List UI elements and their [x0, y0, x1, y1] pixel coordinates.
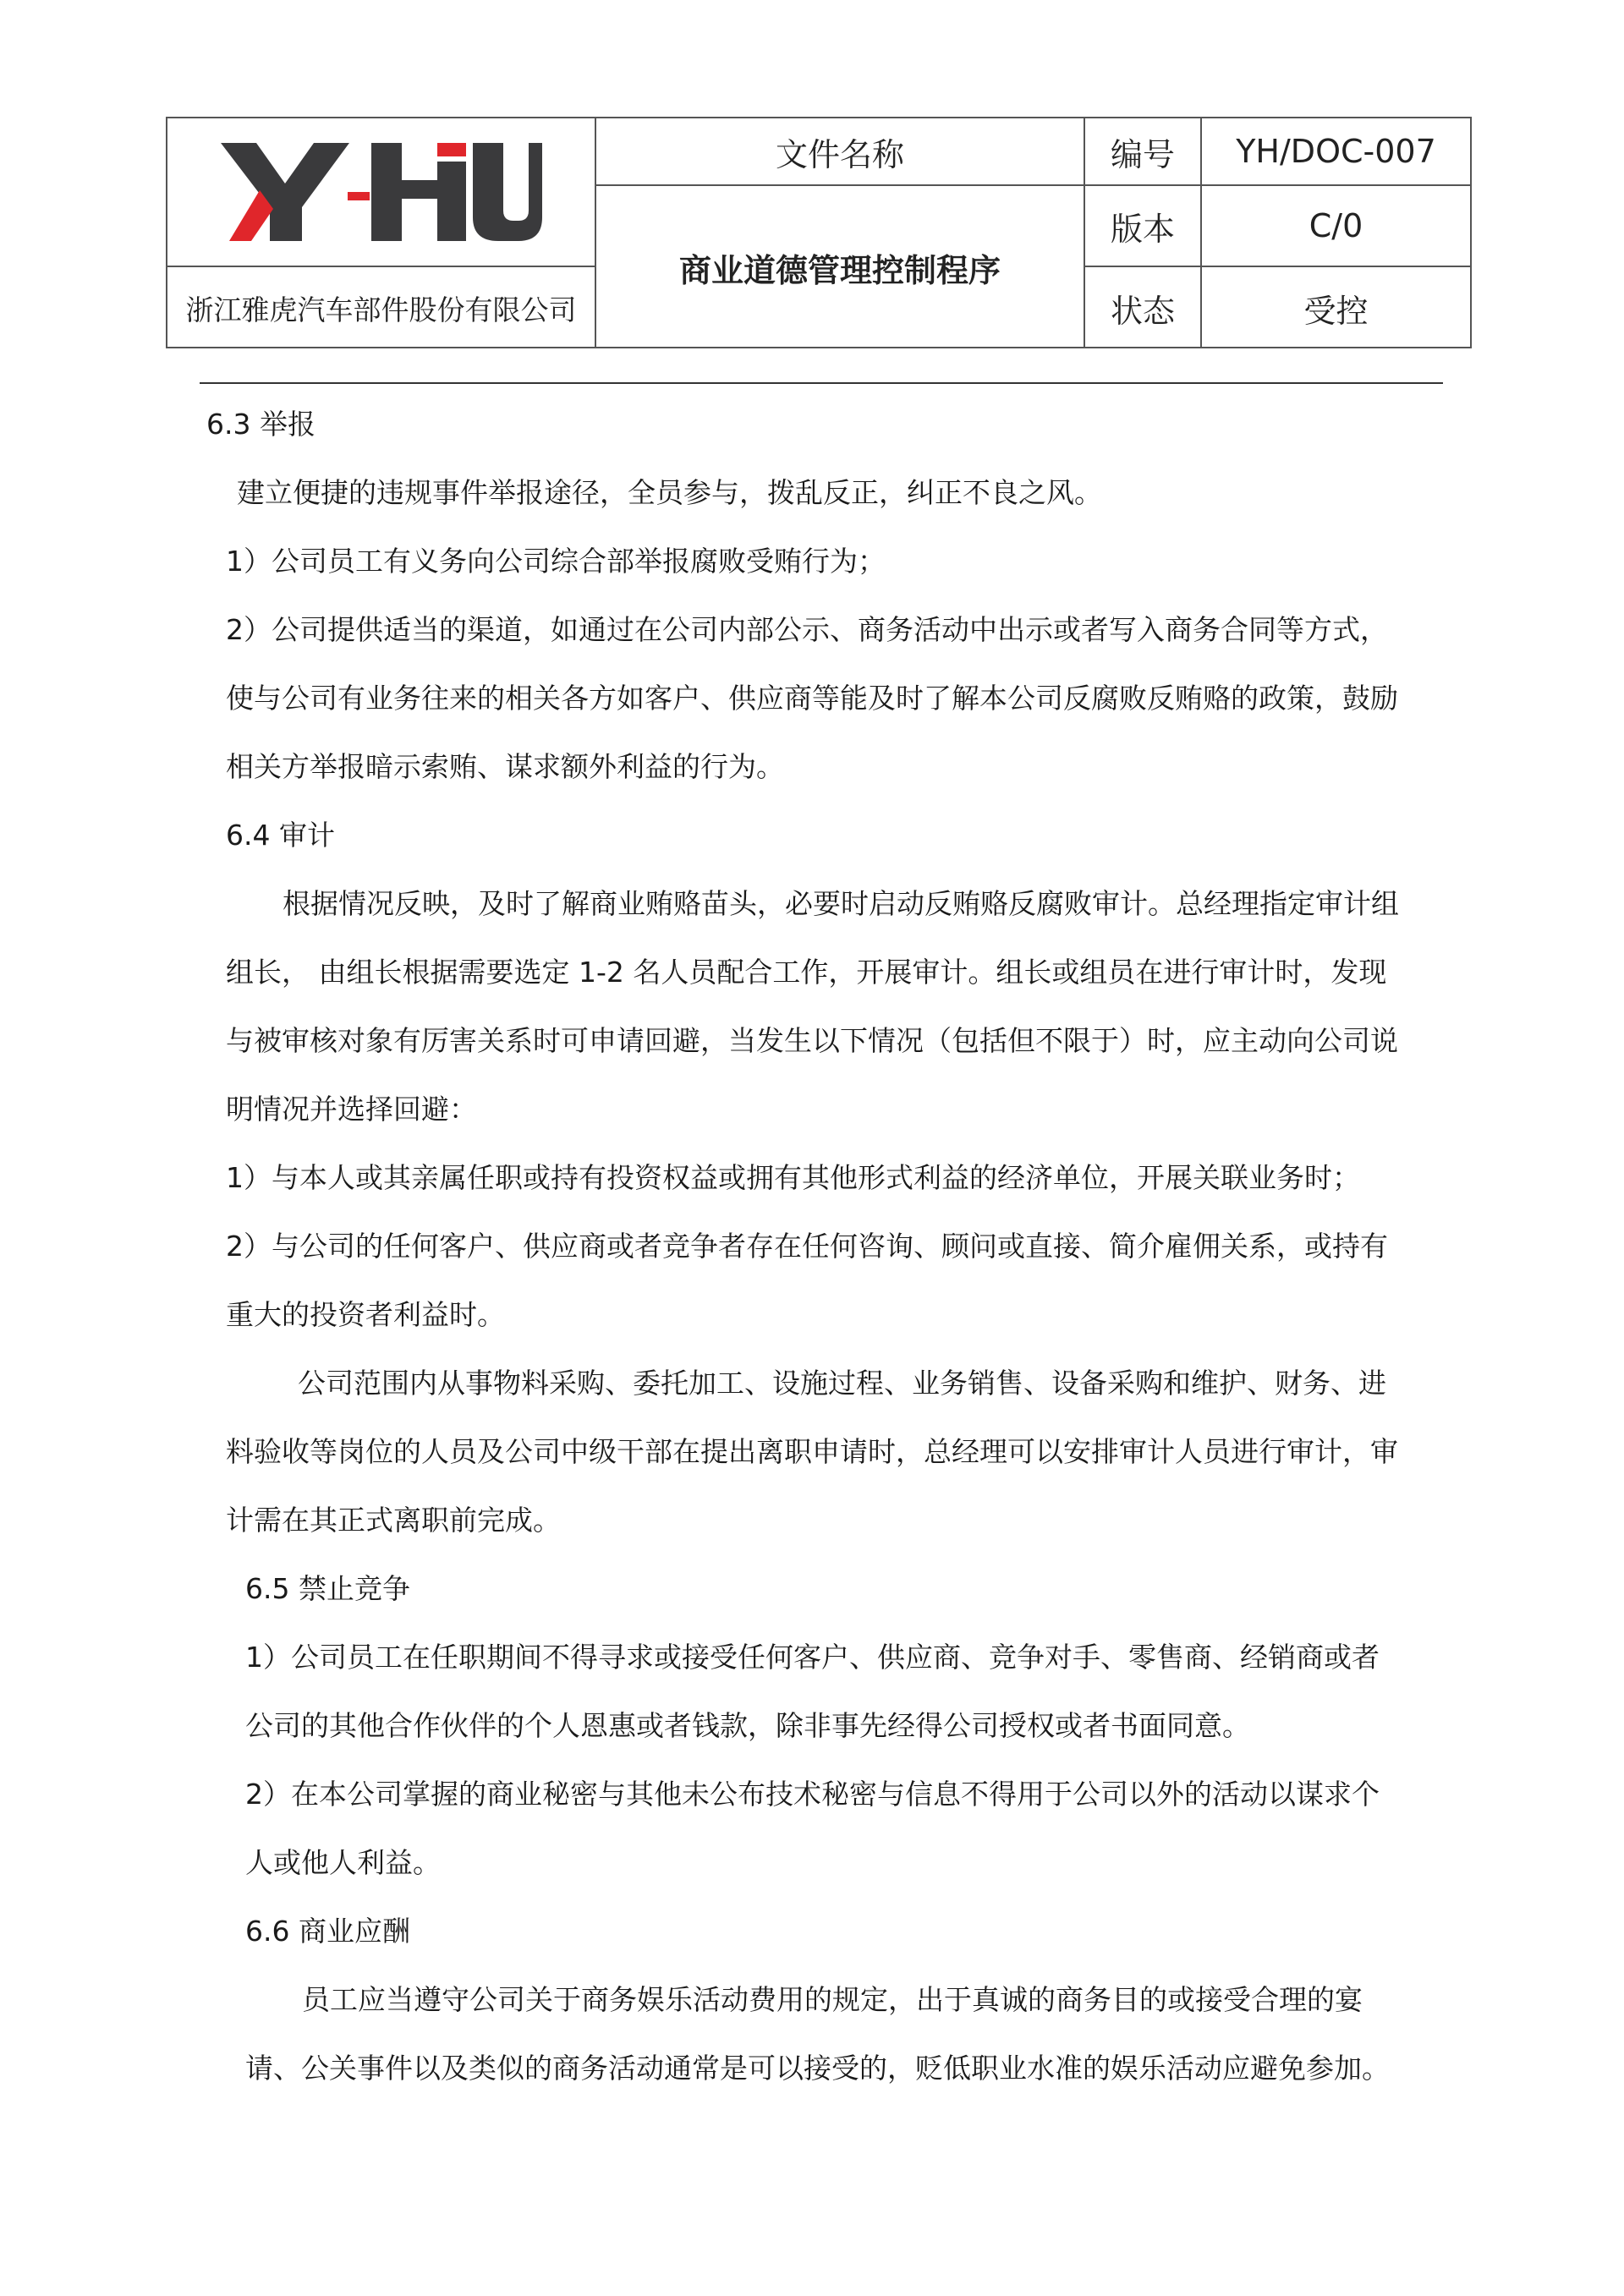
paragraph-line: 人或他人利益。 — [245, 1846, 441, 1879]
doc-name-label: 文件名称 — [775, 135, 904, 173]
paragraph-line: 组长， 由组长根据需要选定 1-2 名人员配合工作，开展审计。组长或组员在进行审计时，发现 — [226, 956, 1387, 989]
doc-title: 商业道德管理控制程序 — [678, 251, 1001, 289]
company-name: 浙江雅虎汽车部件股份有限公司 — [185, 293, 577, 326]
paragraph-line: 计需在其正式离职前完成。 — [226, 1504, 561, 1537]
field-value-status: 受控 — [1303, 292, 1369, 330]
paragraph-line: 公司的其他合作伙伴的个人恩惠或者钱款，除非事先经得公司授权或者书面同意。 — [245, 1709, 1250, 1742]
paragraph-line: 与被审核对象有厉害关系时可申请回避，当发生以下情况（包括但不限于）时，应主动向公司说 — [226, 1024, 1398, 1057]
section-heading: 6.4 审计 — [226, 819, 335, 852]
paragraph-line: 根据情况反映，及时了解商业贿赂苗头，必要时启动反贿赂反腐败审计。总经理指定审计组 — [283, 887, 1399, 920]
paragraph-line: 公司范围内从事物料采购、委托加工、设施过程、业务销售、设备采购和维护、财务、进 — [298, 1367, 1386, 1400]
paragraph-line: 建立便捷的违规事件举报途径，全员参与，拨乱反正，纠正不良之风。 — [237, 476, 1102, 509]
yhu-logo-icon — [221, 140, 542, 244]
document-header-table — [166, 117, 1472, 348]
paragraph-line: 使与公司有业务往来的相关各方如客户、供应商等能及时了解本公司反腐败反贿赂的政策，鼓励 — [226, 682, 1398, 715]
list-item: 2）公司提供适当的渠道，如通过在公司内部公示、商务活动中出示或者写入商务合同等方式， — [226, 613, 1388, 646]
field-label-status: 状态 — [1110, 292, 1175, 330]
list-item: 2）与公司的任何客户、供应商或者竞争者存在任何咨询、顾问或直接、简介雇佣关系，或持有 — [226, 1230, 1388, 1263]
section-heading: 6.5 禁止竞争 — [245, 1572, 410, 1605]
list-item: 1）与本人或其亲属任职或持有投资权益或拥有其他形式利益的经济单位，开展关联业务时； — [226, 1161, 1360, 1194]
paragraph-line: 请、公关事件以及类似的商务活动通常是可以接受的，贬低职业水准的娱乐活动应避免参加。 — [245, 2052, 1390, 2085]
field-value-version: C/0 — [1309, 207, 1363, 244]
list-item: 1）公司员工在任职期间不得寻求或接受任何客户、供应商、竞争对手、零售商、经销商或者 — [245, 1641, 1380, 1674]
paragraph-line: 重大的投资者利益时。 — [226, 1298, 505, 1331]
section-heading: 6.3 举报 — [206, 408, 315, 441]
header-rule — [200, 382, 1443, 384]
section-heading: 6.6 商业应酬 — [245, 1915, 410, 1948]
field-value-number: YH/DOC-007 — [1236, 133, 1436, 170]
paragraph-line: 明情况并选择回避： — [226, 1093, 477, 1126]
paragraph-line: 员工应当遵守公司关于商务娱乐活动费用的规定，出于真诚的商务目的或接受合理的宴 — [302, 1983, 1363, 2016]
paragraph-line: 相关方举报暗示索贿、谋求额外利益的行为。 — [226, 750, 784, 783]
list-item: 1）公司员工有义务向公司综合部举报腐败受贿行为； — [226, 545, 886, 578]
list-item: 2）在本公司掌握的商业秘密与其他未公布技术秘密与信息不得用于公司以外的活动以谋求个 — [245, 1778, 1380, 1811]
field-label-version: 版本 — [1110, 210, 1175, 248]
company-logo — [167, 118, 595, 266]
field-label-number: 编号 — [1110, 135, 1175, 173]
paragraph-line: 料验收等岗位的人员及公司中级干部在提出离职申请时，总经理可以安排审计人员进行审计，审 — [226, 1435, 1398, 1468]
